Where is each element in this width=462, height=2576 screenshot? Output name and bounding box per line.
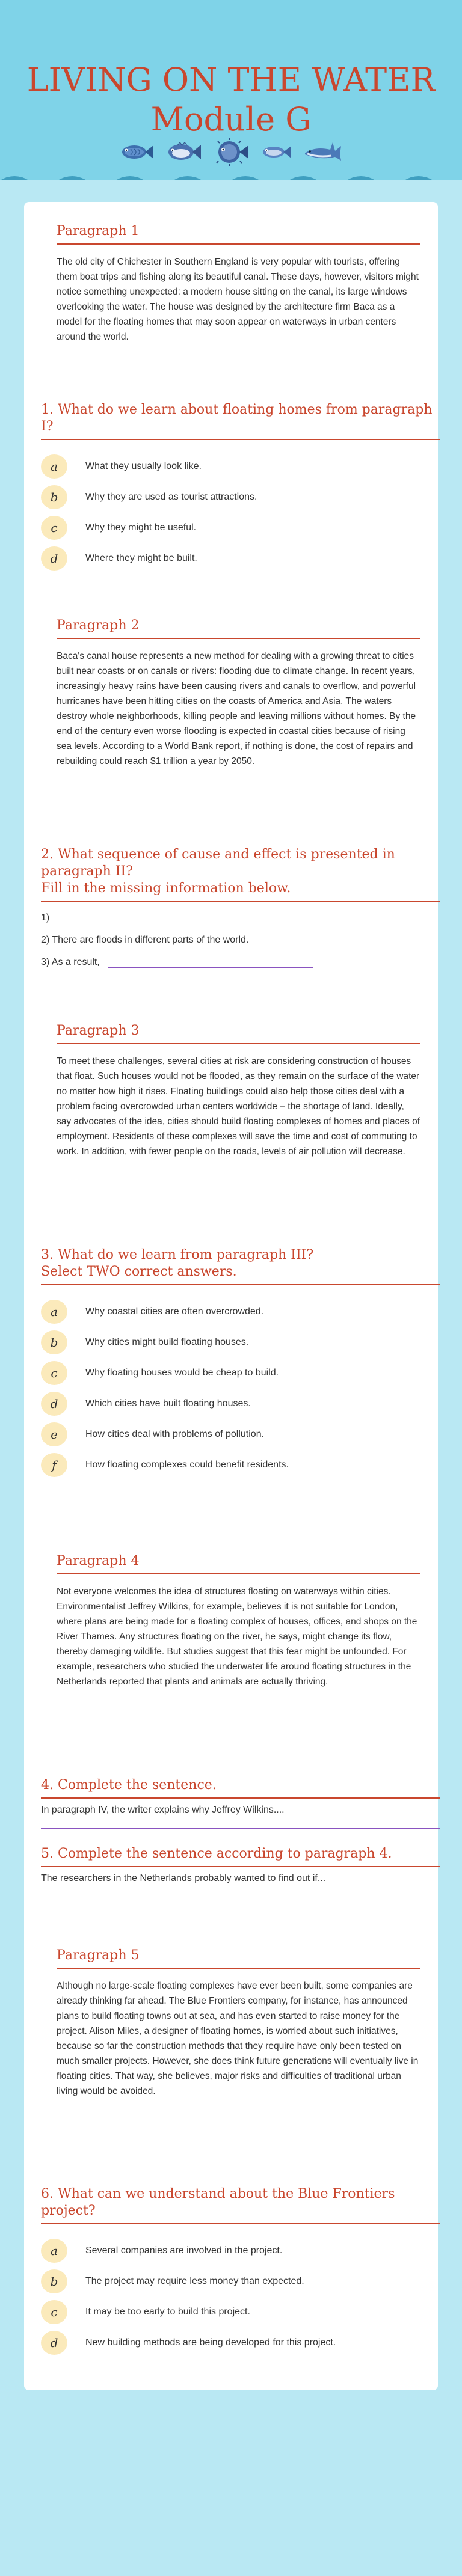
question-title: 1. What do we learn about floating homes from paragraph I? <box>41 402 440 440</box>
header-banner <box>0 0 462 180</box>
question-subtitle: Select TWO correct answers. <box>41 1264 440 1285</box>
option-letter-bubble[interactable]: b <box>41 485 67 509</box>
option-letter-bubble[interactable]: a <box>41 2239 67 2263</box>
option-f[interactable] <box>41 1449 440 1480</box>
answer-blank[interactable] <box>108 957 313 968</box>
question-5 <box>41 1846 440 1897</box>
question-title: 5. Complete the sentence according to paragraph 4. <box>41 1846 440 1867</box>
question-3 <box>41 1247 440 1480</box>
shark-icon <box>303 141 342 163</box>
option-text: Why they are used as tourist attractions. <box>85 491 257 502</box>
paragraph-1-section <box>57 224 420 344</box>
option-text: It may be too early to build this project. <box>85 2306 250 2317</box>
fill-in-list <box>41 907 440 973</box>
worksheet-card <box>24 202 438 2390</box>
paragraph-4-section <box>57 1553 420 1689</box>
option-text: Which cities have built floating houses. <box>85 1398 251 1409</box>
paragraph-heading: Paragraph 3 <box>57 1023 420 1044</box>
option-b[interactable] <box>41 2266 440 2296</box>
fish-decoration-row <box>0 137 462 167</box>
paragraph-2-section <box>57 618 420 769</box>
option-c[interactable] <box>41 2296 440 2327</box>
fill-line-3 <box>41 951 440 973</box>
page-title <box>0 60 462 139</box>
paragraph-5-section <box>57 1948 420 2099</box>
option-letter-bubble[interactable]: a <box>41 1300 67 1324</box>
pufferfish-icon <box>212 138 250 166</box>
option-text: Why floating houses would be cheap to build. <box>85 1367 279 1378</box>
answer-line[interactable] <box>41 1816 440 1829</box>
fish-icon <box>165 141 202 164</box>
question-title: 4. Complete the sentence. <box>41 1777 440 1799</box>
option-letter-bubble[interactable]: d <box>41 2331 67 2355</box>
option-list <box>41 451 440 574</box>
option-list <box>41 2235 440 2358</box>
question-subtitle: Fill in the missing information below. <box>41 880 440 902</box>
option-letter-bubble[interactable]: e <box>41 1422 67 1446</box>
option-text: New building methods are being developed for this project. <box>85 2337 336 2348</box>
question-2 <box>41 846 440 973</box>
option-d[interactable] <box>41 1388 440 1419</box>
paragraph-heading: Paragraph 2 <box>57 618 420 639</box>
question-1 <box>41 402 440 574</box>
option-d[interactable] <box>41 543 440 574</box>
paragraph-3-section <box>57 1023 420 1159</box>
paragraph-text: Although no large-scale floating complexes have ever been built, some companies are already thinking far ahead. The Blue Frontiers company, for instance, has announced plans to build floating towns out at sea, and has even started to raise money for the project. Alison Miles, a designer of floating homes, is worried about such initiatives, because so far the construction methods that they require have only been tested on much smaller projects. However, she does think future generations will eventually live in floating cities. That way, she believes, major risks and difficulties of traditional urban living would be avoided. <box>57 1981 419 2096</box>
wave-divider <box>0 172 462 180</box>
fish-icon <box>120 142 155 162</box>
question-title: 2. What sequence of cause and effect is presented in paragraph II? <box>41 847 395 879</box>
option-letter-bubble[interactable]: c <box>41 516 67 540</box>
option-text: What they usually look like. <box>85 460 202 471</box>
option-list <box>41 1296 440 1480</box>
question-title: 6. What can we understand about the Blue Frontiers project? <box>41 2186 440 2224</box>
paragraph-text: The old city of Chichester in Southern England is very popular with tourists, offering them boat trips and fishing along its beautiful canal. These days, however, visitors might notice something unexpected: a modern house sitting on the canal, its large windows overlooking the water. The house was designed by the architecture firm Baca as a model for the floating homes that may soon appear on waterways in urban centers around the world. <box>57 257 419 342</box>
paragraph-heading: Paragraph 5 <box>57 1948 420 1969</box>
paragraph-text: Not everyone welcomes the idea of structures floating on waterways within cities. Environmentalist Jeffrey Wilkins, for example, believes it is not suitable for London, where plans are being made for a floating complex of houses, offices, and shops on the River Thames. Any structures floating on the river, he says, might change its flow, thereby damaging wildlife. But studies suggest that this fear might be unfounded. For example, researchers who studied the underwater life around floating structures in the Netherlands reported that plants and animals are actually thriving. <box>57 1586 417 1687</box>
option-text: How floating complexes could benefit residents. <box>85 1459 289 1470</box>
paragraph-heading: Paragraph 1 <box>57 224 420 245</box>
paragraph-text: Baca's canal house represents a new method for dealing with a growing threat to cities built near coasts or on canals or rivers: flooding due to climate change. In recent years, increasingly heavy rains have been causing rivers and canals to overflow, and powerful hurricanes have been hitting cities on the coasts of America and Asia. The waters destroy whole neighborhoods, killing people and leaving millions without homes. By the end of the century even worse flooding is expected in coastal cities because of rising sea levels. According to a World Bank report, if nothing is done, the cost of repairs and rebuilding could reach $1 trillion a year by 2050. <box>57 651 416 766</box>
option-b[interactable] <box>41 1327 440 1357</box>
option-letter-bubble[interactable]: d <box>41 1392 67 1416</box>
option-b[interactable] <box>41 482 440 512</box>
option-letter-bubble[interactable]: b <box>41 2269 67 2293</box>
answer-line[interactable] <box>41 1884 434 1897</box>
answer-blank[interactable] <box>58 913 232 923</box>
option-text: How cities deal with problems of pollution. <box>85 1428 265 1439</box>
fill-line-2 <box>41 929 440 951</box>
title-line-2: Module G <box>150 100 312 138</box>
option-letter-bubble[interactable]: c <box>41 1361 67 1385</box>
option-text: The project may require less money than expected. <box>85 2275 304 2286</box>
option-letter-bubble[interactable]: b <box>41 1330 67 1354</box>
option-letter-bubble[interactable]: c <box>41 2300 67 2324</box>
fill-line-label: 1) <box>41 912 50 923</box>
fill-line-1 <box>41 907 440 929</box>
fill-line-text: 2) There are floods in different parts of the world. <box>41 934 249 945</box>
option-e[interactable] <box>41 1419 440 1449</box>
option-text: Several companies are involved in the project. <box>85 2245 283 2256</box>
option-text: Why cities might build floating houses. <box>85 1336 249 1347</box>
question-title: 3. What do we learn from paragraph III? <box>41 1247 314 1262</box>
option-text: Where they might be built. <box>85 552 197 563</box>
option-letter-bubble[interactable]: f <box>41 1453 67 1477</box>
option-d[interactable] <box>41 2327 440 2358</box>
option-a[interactable] <box>41 1296 440 1327</box>
option-text: Why they might be useful. <box>85 522 197 533</box>
title-line-1: LIVING ON THE WATER <box>26 61 436 99</box>
option-text: Why coastal cities are often overcrowded. <box>85 1306 264 1317</box>
paragraph-text: To meet these challenges, several cities at risk are considering construction of houses that float. Such houses would not be flooded, as they remain on the surface of the water no matter how high it rises. Floating buildings could also help those cities deal with a problem facing overcrowded urban centers worldwide – the shortage of land. Ideally, say advocates of the idea, cities should build floating complexes of homes and places of employment. Residents of these complexes will save the time and cost of commuting to work. In addition, with fewer people on the roads, levels of air pollution will decrease. <box>57 1056 420 1157</box>
option-a[interactable] <box>41 451 440 482</box>
question-4 <box>41 1777 440 1829</box>
fill-line-label: 3) As a result, <box>41 956 100 967</box>
option-c[interactable] <box>41 512 440 543</box>
option-a[interactable] <box>41 2235 440 2266</box>
option-letter-bubble[interactable]: a <box>41 454 67 479</box>
question-6 <box>41 2186 440 2358</box>
question-prompt: The researchers in the Netherlands probably wanted to find out if... <box>41 1873 326 1883</box>
question-prompt: In paragraph IV, the writer explains why Jeffrey Wilkins.... <box>41 1805 285 1815</box>
option-c[interactable] <box>41 1357 440 1388</box>
paragraph-heading: Paragraph 4 <box>57 1553 420 1574</box>
fish-icon <box>260 143 292 161</box>
option-letter-bubble[interactable]: d <box>41 546 67 571</box>
